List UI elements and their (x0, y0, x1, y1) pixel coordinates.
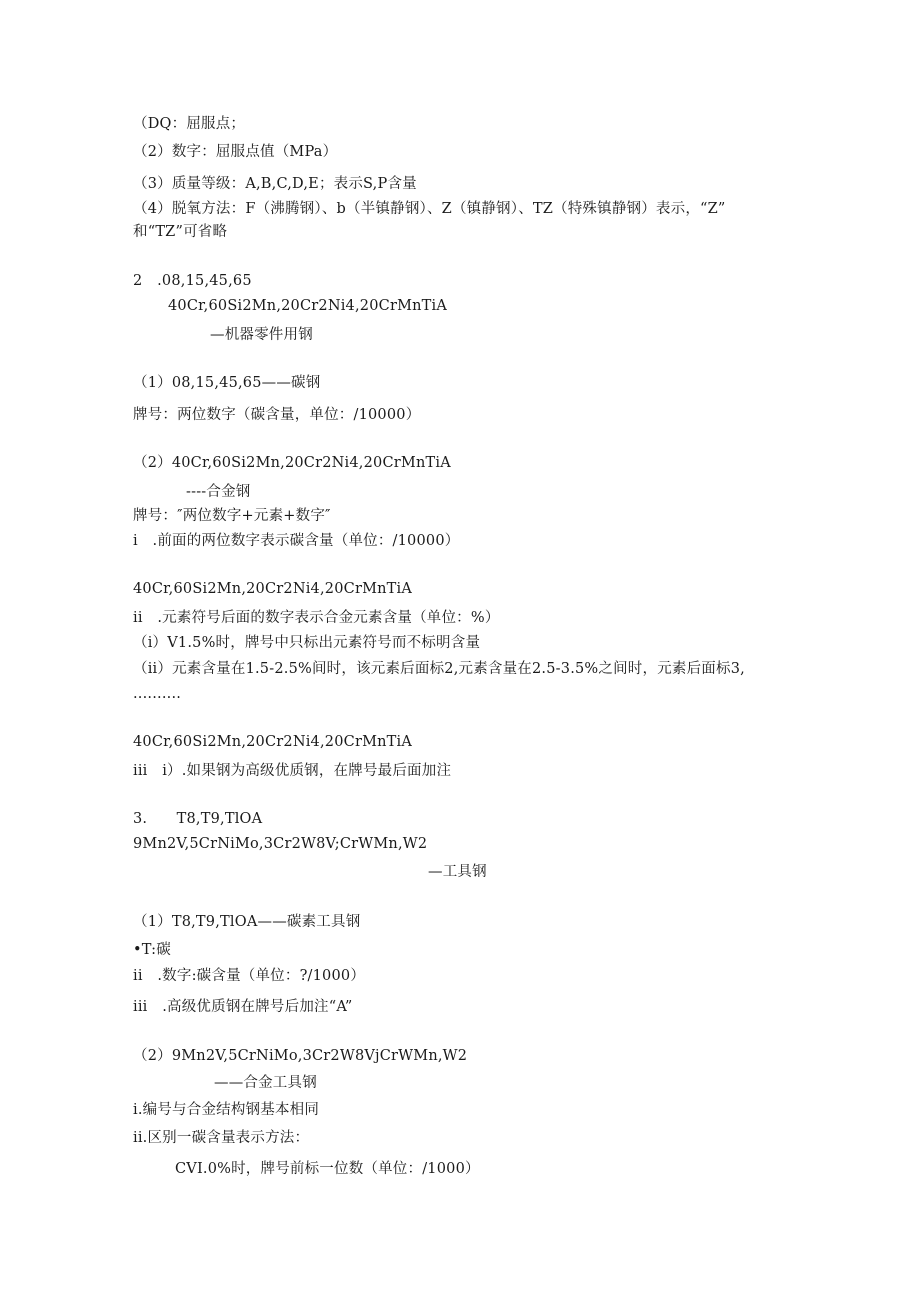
text-line-7: 40Cr,60Si2Mn,20Cr2Ni4,20CrMnTiA (168, 298, 448, 314)
section-3-heading: 3. T8,T9,TlOA (133, 811, 263, 827)
text-line-2: （2）数字：屈服点值（MPa） (133, 144, 338, 160)
text-line-32: ii.区别一碳含量表示方法： (133, 1130, 310, 1146)
text-line-24: —工具钢 (428, 864, 487, 880)
text-line-4: （4）脱氧方法：F（沸腾钢）、b（半镇静钢）、Z（镇静钢）、TZ（特殊镇静钢）表示，“Z” (133, 201, 726, 217)
text-line-14: i .前面的两位数字表示碳含量（单位：/10000） (133, 533, 460, 549)
text-line-31: i.编号与合金结构钢基本相同 (133, 1102, 320, 1118)
text-line-9: （1）08,15,45,65——碳钢 (133, 375, 321, 391)
text-line-25: （1）T8,T9,TlOA——碳素工具钢 (133, 914, 361, 930)
text-line-10: 牌号：两位数字（碳含量，单位：/10000） (133, 407, 421, 423)
text-line-5: 和“TZ”可省略 (133, 224, 228, 240)
text-line-12: ----合金钢 (186, 484, 251, 500)
text-line-23: 9Mn2V,5CrNiMo,3Cr2W8V;CrWMn,W2 (133, 836, 428, 852)
text-line-16: ii .元素符号后面的数字表示合金元素含量（单位：%） (133, 610, 500, 626)
text-line-19: .......... (133, 686, 182, 702)
text-line-1: （DQ：屈服点； (133, 116, 246, 132)
text-line-27: ii .数字:碳含量（单位：?/1000） (133, 968, 366, 984)
text-line-29: （2）9Mn2V,5CrNiMo,3Cr2W8VjCrWMn,W2 (133, 1048, 468, 1064)
text-line-26: •T:碳 (133, 942, 171, 958)
section-2-heading: 2 .08,15,45,65 (133, 273, 252, 289)
text-line-20: 40Cr,60Si2Mn,20Cr2Ni4,20CrMnTiA (133, 734, 413, 750)
text-line-15: 40Cr,60Si2Mn,20Cr2Ni4,20CrMnTiA (133, 581, 413, 597)
text-line-8: —机器零件用钢 (210, 327, 313, 343)
text-line-11: （2）40Cr,60Si2Mn,20Cr2Ni4,20CrMnTiA (133, 455, 451, 471)
text-line-30: ——合金工具钢 (214, 1075, 317, 1091)
text-line-18: （ii）元素含量在1.5-2.5%间时，该元素后面标2,元素含量在2.5-3.5%之间时，元素后面标3, (133, 661, 745, 677)
text-line-21: iii i）.如果钢为高级优质钢，在牌号最后面加注 (133, 763, 452, 779)
text-line-33: CVI.0%时，牌号前标一位数（单位：/1000） (175, 1161, 480, 1177)
text-line-17: （i）V1.5%时，牌号中只标出元素符号而不标明含量 (133, 635, 481, 651)
text-line-13: 牌号：″两位数字+元素+数字″ (133, 508, 331, 524)
text-line-3: （3）质量等级：A,B,C,D,E；表示S,P含量 (133, 176, 417, 192)
text-line-28: iii .高级优质钢在牌号后加注“A” (133, 999, 353, 1015)
